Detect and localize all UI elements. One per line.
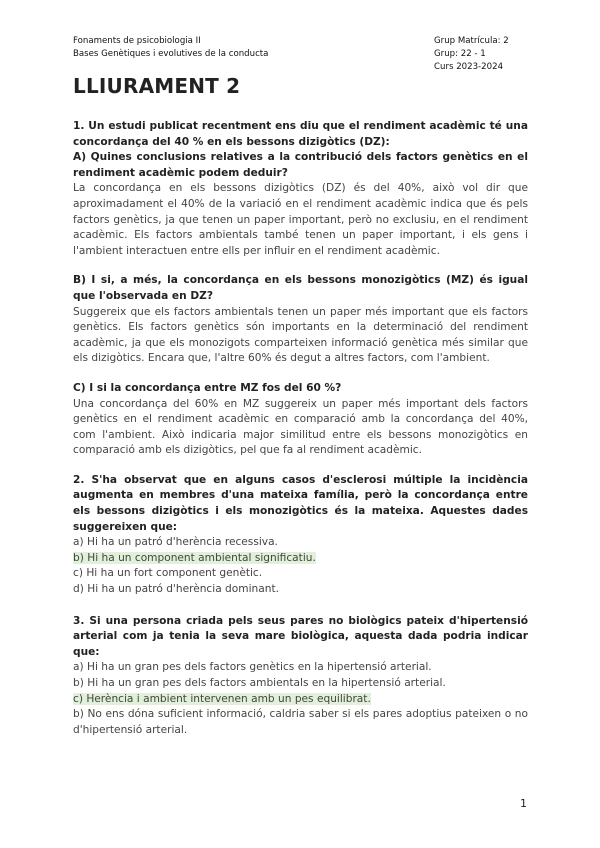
question-1-text: 1. Un estudi publicat recentment ens diu que el rendiment acadèmic té una concordança del 40 % en els bessons dizigòtics (DZ): xyxy=(73,120,528,148)
page-title: LLIURAMENT 2 xyxy=(73,74,241,98)
header-left xyxy=(73,35,268,61)
q3-option-c xyxy=(73,692,528,708)
page-number: 1 xyxy=(520,797,527,810)
q3-option-b: b) Hi ha un gran pes dels factors ambientals en la hipertensió arterial. xyxy=(73,677,446,689)
question-1c-text: C) I si la concordança entre MZ fos del 60 %? xyxy=(73,381,342,394)
question-1b-text: B) I si, a més, la concordança en els bessons monozigòtics (MZ) és igual que l'observada en DZ? xyxy=(73,274,528,302)
question-2-text: 2. S'ha observat que en alguns casos d'esclerosi múltiple la incidència augmenta en membres d'una mateixa família, però la concordança entre els bessons dizigòtics i els monozigòtics és la mateixa. Aquestes dades suggereixen que: xyxy=(73,473,528,533)
question-3 xyxy=(73,614,528,739)
question-1c-answer: Una concordança del 60% en MZ suggereix un paper més important dels factors genètics en el rendiment acadèmic en comparació amb la concordança del 40%, com l'ambient. Això indicaria major similitud entre els bessons monozigòtics en comparació amb els dizigòtics, pel que fa al rendiment acadèmic. xyxy=(73,397,528,457)
q3-option-d: b) No ens dóna suficient informació, caldria saber si els pares adoptius pateixen o no d'hipertensió arterial. xyxy=(73,708,528,736)
question-2 xyxy=(73,473,528,598)
q3-option-a: a) Hi ha un gran pes dels factors genètics en la hipertensió arterial. xyxy=(73,661,432,674)
document-body xyxy=(73,119,528,738)
academic-year: Curs 2023-2024 xyxy=(434,62,504,72)
question-1a-answer: La concordança en els bessons dizigòtics (DZ) és del 40%, això vol dir que aproximadament el 40% de la variació en el rendiment acadèmic indica que és pels factors genètics, ja que tenen un paper important, però no exclusiu, en el rendiment acadèmic. Els factors ambientals també tenen un paper important, i els gens i l'ambient interactuen entre ells per influir en el rendiment acadèmic. xyxy=(73,182,528,257)
group-enrollment: Grup Matrícula: 2 xyxy=(434,36,509,46)
course-name: Fonaments de psicobiologia II xyxy=(73,36,201,46)
q2-option-d: d) Hi ha un patró d'herència dominant. xyxy=(73,583,279,596)
q2-option-b-highlight: b) Hi ha un component ambiental significatiu. xyxy=(73,551,316,564)
question-1a-text: A) Quines conclusions relatives a la contribució dels factors genètics en el rendiment acadèmic podem deduir? xyxy=(73,151,528,179)
q3-option-c-highlight: c) Herència i ambient intervenen amb un pes equilibrat. xyxy=(73,692,371,705)
question-1b-answer: Suggereix que els factors ambientals tenen un paper més important que els factors genètics. Els factors genètics són importants en la determinació del rendiment acadèmic, ja que els monozigots comparteixen informació genètica més similar que els dizigòtics. Encara que, l'altre 60% és degut a altres factors, com l'ambient. xyxy=(73,305,528,365)
q2-option-b xyxy=(73,551,528,567)
subject-name: Bases Genètiques i evolutives de la conducta xyxy=(73,49,269,59)
q2-option-c: c) Hi ha un fort component genètic. xyxy=(73,567,263,580)
q2-option-a: a) Hi ha un patró d'herència recessiva. xyxy=(73,536,278,549)
question-3-text: 3. Si una persona criada pels seus pares no biològics pateix d'hipertensió arterial com ja tenia la seva mare biològica, aquesta dada podria indicar que: xyxy=(73,614,528,658)
header-right xyxy=(434,35,509,74)
question-1 xyxy=(73,119,528,459)
group: Grup: 22 - 1 xyxy=(434,49,486,59)
